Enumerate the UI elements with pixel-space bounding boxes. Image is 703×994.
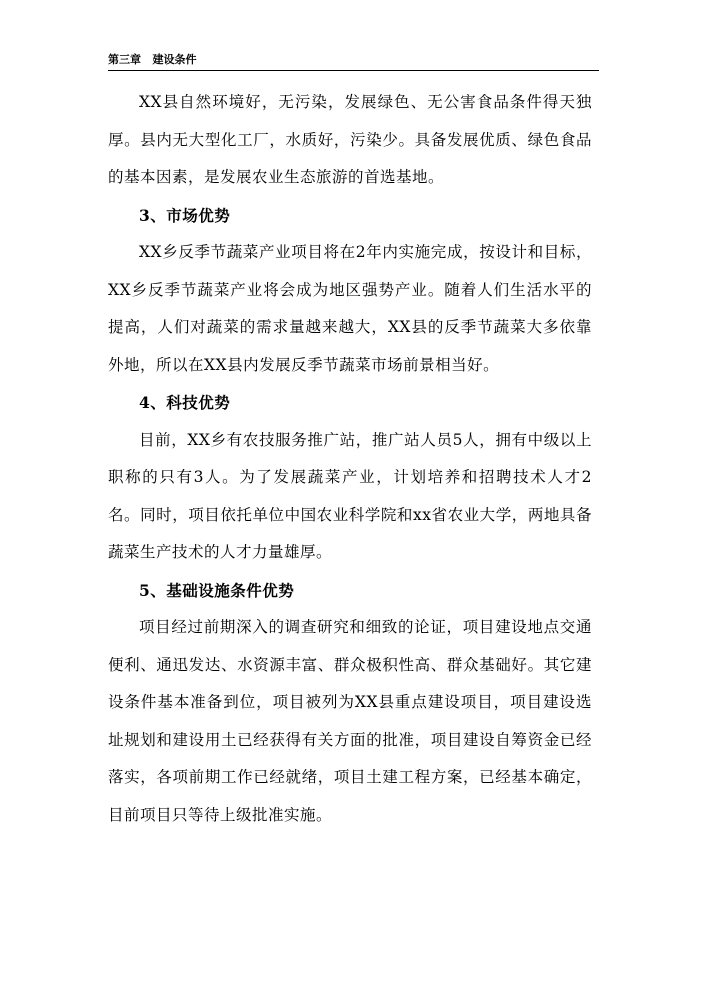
heading-market-advantage: 3、市场优势 bbox=[139, 205, 231, 225]
paragraph-technology: 目前，XX乡有农技服务推广站，推广站人员5人，拥有中级以上职称的只有3人。为了发展蔬菜产业，计划培养和招聘技术人才2名。同时，项目依托单位中国农业科学院和xx省农业大学，两地具备蔬菜生产技术的人才力量雄厚。 bbox=[108, 430, 592, 561]
page-header bbox=[108, 52, 599, 71]
paragraph-environment: XX县自然环境好，无污染，发展绿色、无公害食品条件得天独厚。县内无大型化工厂，水质好，污染少。具备发展优质、绿色食品的基本因素，是发展农业生态旅游的首选基地。 bbox=[108, 93, 592, 186]
chapter-number: 第三章 bbox=[108, 53, 141, 66]
heading-technology-advantage: 4、科技优势 bbox=[139, 393, 231, 412]
heading-infrastructure-advantage: 5、基础设施条件优势 bbox=[139, 580, 295, 600]
paragraph-infrastructure: 项目经过前期深入的调查研究和细致的论证，项目建设地点交通便利、通迅发达、水资源丰富、群众极积性高、群众基础好。其它建设条件基本准备到位，项目被列为XX县重点建设项目，项目建设选址规划和建设用土已经获得有关方面的批准，项目建设自筹资金已经落实，各项前期工作已经就绪，项目土建工程方案，已经基本确定，目前项目只等待上级批准实施。 bbox=[108, 618, 592, 824]
chapter-title: 建设条件 bbox=[152, 53, 197, 66]
paragraph-market: XX乡反季节蔬菜产业项目将在2年内实施完成，按设计和目标，XX乡反季节蔬菜产业将会成为地区强势产业。随着人们生活水平的提高，人们对蔬菜的需求量越来越大，XX县的反季节蔬菜大多依靠外地，所以在XX县内发展反季节蔬菜市场前景相当好。 bbox=[108, 243, 592, 374]
document-body bbox=[108, 84, 592, 834]
